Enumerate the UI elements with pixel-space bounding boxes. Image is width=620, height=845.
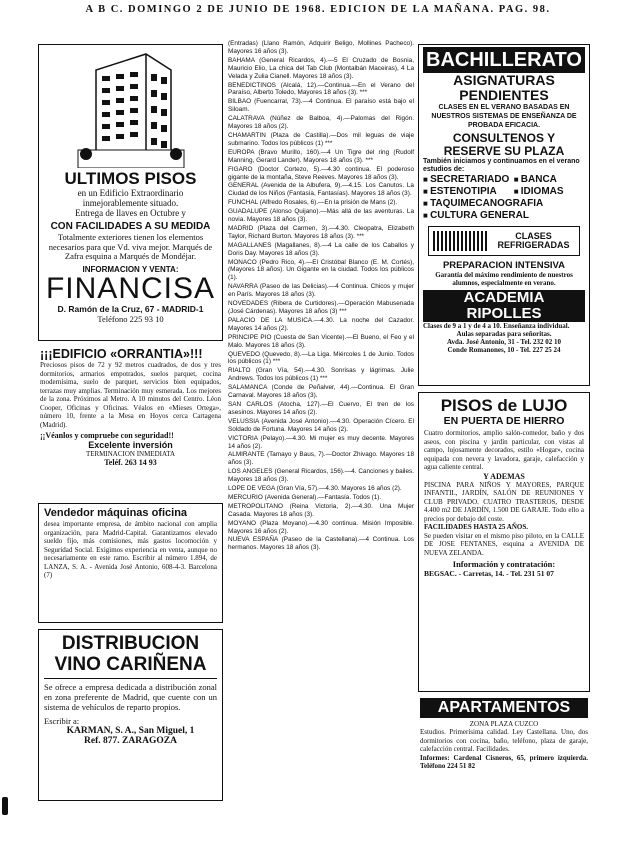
listing-entry: LOPE DE VEGA (Gran Vía, 57).—4.30. Mayores 16 años (2). <box>228 485 402 493</box>
apartamentos-body: Estudios. Primerísima calidad. Ley Castellana. Uno, dos dormitorios con cocina, baño, teléfono, plaza de garaje, calefacción central. Facilidades. <box>420 728 588 753</box>
course-secretariado: ■ SECRETARIADO <box>423 174 514 186</box>
financisa-brand: FINANCISA <box>45 271 216 305</box>
course-banca: ■ BANCA <box>514 174 585 186</box>
financisa-ad <box>38 44 223 341</box>
listing-entry: MADRID (Plaza del Carmen, 3).—4.30. Cleopatra, Elizabeth Taylor, Richard Burton. Mayores 18 años (3). *** <box>228 224 414 240</box>
listing-entry: BILBAO (Fuencarral, 73).—4 Continua. El paraíso está bajo el Siloam. <box>228 98 414 114</box>
bachillerato-body: CLASES EN EL VERANO BASADAS EN NUESTROS SISTEMAS DE ENSEÑANZA DE PROBADA EFICACIA. <box>431 104 577 129</box>
listing-entry: ALMIRANTE (Tamayo y Baus, 7).—Doctor Zhivago. Mayores 18 años (3). <box>228 451 414 467</box>
bachillerato-prep: PREPARACION INTENSIVA <box>442 260 566 271</box>
bachillerato-sub1: ASIGNATURAS <box>453 72 555 88</box>
building-illustration <box>76 50 186 168</box>
air-conditioner-illustration <box>428 226 580 256</box>
listing-entry: NAVARRA (Paseo de las Delicias).—4 Continua. Chicos y mujer en París. Mayores 18 años (3). <box>228 283 414 299</box>
bachillerato-ad <box>418 44 590 386</box>
academy-address: Avda. José Antonio, 31 - Tel. 232 02 10 <box>446 338 562 346</box>
listing-entry: FUNCHAL (Alfredo Rosales, 6).—En la prisión de Mans (2). <box>228 199 398 207</box>
pisos-ademas: Y ADEMAS <box>483 471 525 481</box>
orrantia-term: TERMINACION INMEDIATA <box>85 450 176 458</box>
listing-entry: CALATRAVA (Núñez de Balboa, 4).—Palomas del Rigón. Mayores 18 años (2). <box>228 115 414 131</box>
listing-entry: FIGARO (Doctor Cortezo, 5).—4.30 continua. El poderoso gigante de la montaña, Steve Reeves. Mayores 18 años (3). <box>228 165 414 181</box>
financisa-line1: en un Edificio Extraordinario <box>77 188 184 198</box>
page-header: A B C. DOMINGO 2 DE JUNIO DE 1968. EDICION DE LA MAÑANA. PAG. 98. <box>85 4 551 15</box>
listing-entry: GUADALUPE (Alonso Quijano).—Más allá de las aventuras. La novia. Mayores 18 años (3). <box>228 208 414 224</box>
orrantia-sub: Excelente inversión <box>88 440 173 450</box>
listing-entry: MOYANO (Plaza Moyano).—4.30 continua. Misión Imposible. Mayores 16 años (2). <box>228 519 414 535</box>
margin-mark <box>2 797 8 815</box>
pisos-extras: PISCINA PARA NIÑOS Y MAYORES, PARQUE INFANTIL, JARDÍN, SALÓN DE REUNIONES Y CLUB PRIVADO. CUATRO TRASTEROS, DESDE 4.400 m2 DE JARDÍN, 1.500 DE GARAJE. Todo ello a precios por debajo del coste. <box>424 480 584 523</box>
pisos-payment: FACILIDADES HASTA 25 AÑOS. <box>424 523 528 531</box>
financisa-body: Totalmente exteriores tienen los elementos necesarios para que Vd. viva mejor. Marqués de Zafra esquina a Marqués de Mondéjar. <box>48 232 213 261</box>
divider <box>44 678 217 679</box>
listing-entry: NUEVA ESPAÑA (Paseo de la Castellana).—4 Continua. Los hermanos. Mayores 18 años (3). <box>228 536 414 552</box>
vendedor-title: Vendedor máquinas oficina <box>44 507 188 519</box>
listing-entry: MERCURIO (Avenida General).—Fantasía. Todos (1). <box>228 493 382 501</box>
bachillerato-cta1: CONSULTENOS Y <box>452 131 556 145</box>
orrantia-body: Preciosos pisos de 72 y 92 metros cuadrados, de dos y tres dormitorios, armarios empotrados, suelos parquet, cocina modernísima, suelo de parquet, servicios bien equipados, terrazas muy amplias. Terminación muy esmerada. Los mejores de la zona. Próximos al Metro. A 10 minutos del Centro. Léon Cooper, Oficinas y Oficinas. Véalos en «Mieses Ortega», número 10, frente a la Mesa en Hoyos cerca Cartagena (Madrid). <box>40 361 221 429</box>
orrantia-phone: Teléf. 263 14 93 <box>104 458 157 467</box>
vent-grill <box>433 231 488 251</box>
listing-entry: MONACO (Pedro Rico, 4).—El Cristóbal Blanco (E. M. Cortés), (Mayores 18 años). Un Gigante en la ciudad. Todos los públicos (1). <box>228 258 414 282</box>
academy-name1: ACADEMIA <box>423 290 585 306</box>
carinena-title2: VINO CARIÑENA <box>54 654 207 675</box>
carinena-title1: DISTRIBUCION <box>61 633 200 654</box>
right-column <box>418 44 590 844</box>
financisa-info: INFORMACION Y VENTA: <box>82 264 179 274</box>
listing-entry: PALACIO DE LA MUSICA.—4.30. La noche del Cazador. Mayores 14 años (2). <box>228 316 414 332</box>
apartamentos-ad <box>418 698 590 818</box>
carinena-company: KARMAN, S. A., San Miguel, 1 <box>66 726 195 736</box>
pisos-visit: Se pueden visitar en el mismo piso piloto, en la CALLE DE JOSE FENTANES, esquina a AVENIDA DE NUEVA ZELANDA. <box>424 531 584 557</box>
academy-classes: Clases de 9 a 1 y de 4 a 10. Enseñanza individual. <box>423 322 570 330</box>
listing-entry: GENERAL (Avenida de la Albufera, 9).—4.15. Los Canutos. La Ciudad de los Niños (Fantasía, Fantasías). Mayores 18 años (3). <box>228 182 414 198</box>
listing-entry: BENEDICTINOS (Alcalá, 12).—Continua.—En el Verano del Paraíso, Alberto Toledo, Mayores 18 años (3). *** <box>228 81 414 97</box>
course-cultura: ■ CULTURA GENERAL <box>423 210 585 222</box>
bachillerato-intro: También iniciamos y continuamos en el verano estudios de: <box>423 158 580 173</box>
carinena-ad <box>38 629 223 801</box>
financisa-line3: Entrega de llaves en Octubre y <box>75 208 186 218</box>
course-idiomas: ■ IDIOMAS <box>514 186 585 198</box>
financisa-address: D. Ramón de la Cruz, 67 - MADRID-1 <box>57 303 204 314</box>
academy-name2: RIPOLLES <box>423 306 585 322</box>
vendedor-ad <box>38 503 223 623</box>
left-column <box>38 44 223 844</box>
pisos-title1: PISOS de LUJO <box>440 396 568 415</box>
financisa-phone: Teléfono 225 93 10 <box>97 313 164 324</box>
pisos-contact: BEGSAC. - Carretas, 14. - Tel. 231 51 07 <box>424 569 554 578</box>
listing-entry: METROPOLITANO (Reina Victoria, 2).—4.30. Una Mujer Casada. Mayores 18 años (3). <box>228 502 414 518</box>
bachillerato-cta2: RESERVE SU PLAZA <box>443 144 565 158</box>
listing-entry: (Entradas) (Llano Ramón, Adquirir Beligo, Mollines Pacheco). Mayores 16 años (3). <box>228 40 414 55</box>
orrantia-title: ¡¡¡EDIFICIO «ORRANTIA»!!! <box>40 347 203 361</box>
financisa-line2: inmejorablemente situado. <box>82 198 179 208</box>
orrantia-ad <box>38 347 223 497</box>
apartamentos-info: Informes: Cardenal Cisneros, 65, primero izquierda. Teléfono 224 51 82 <box>420 753 588 770</box>
listing-entry: PRINCIPE PIO (Cuesta de San Vicente).—El Bueno, el Feo y el Malo. Mayores 18 años (3). <box>228 333 414 349</box>
course-estenotipia: ■ ESTENOTIPIA <box>423 186 514 198</box>
cinema-listings <box>228 40 414 845</box>
listing-entry: QUEVEDO (Quevedo, 8).—La Liga. Miércoles 1 de Junio. Todos los públicos (1) *** <box>228 350 414 366</box>
carinena-body: Se ofrece a empresa dedicada a distribución zonal en zona preferente de Madrid, que cuente con un sistema de vehículos de reparto propios. <box>44 682 217 712</box>
listing-entry: NOVEDADES (Ribera de Curtidores).—Operación Mabusenada (José Cárdenas). Mayores 18 años (3) *** <box>228 300 414 315</box>
listing-entry: RIALTO (Gran Vía, 54).—4.30. Sonrisas y lágrimas. Julie Andrews. Todos los públicos (1) *** <box>228 367 414 383</box>
carinena-write: Escribir a: <box>44 716 80 726</box>
financisa-facilities: CON FACILIDADES A SU MEDIDA <box>50 221 211 232</box>
fridge-label: CLASES REFRIGERADAS <box>497 231 570 250</box>
listing-entry: BAHAMA (General Ricardos, 4).—5 El Cruzado de Bosnia, Mauricio Elio, La chica del Tab Club (Montalbán Maceiras), 4 La Velada y Zulia Cianell. Mayores 18 años (3). <box>228 56 414 80</box>
pisos-body: Cuatro dormitorios, amplio salón-comedor, baño y dos aseos, con piscina y jardín particular, con vistas al campo, lujosamente decorados, estilo «Hogar», cocina equipada con nevera y lavadora, garaje, calefacción y agua caliente central. <box>424 429 584 471</box>
pisos-title2: EN PUERTA DE HIERRO <box>443 415 565 427</box>
listing-entry: EUROPA (Bravo Murillo, 160).—4 Un Tigre del ring (Rudolf Manning, Gerard Lander). Mayores 18 años (3). *** <box>228 148 414 164</box>
listing-entry: VICTORIA (Pelayo).—4.30. Mi mujer es muy decente. Mayores 14 años (2). <box>228 434 414 450</box>
bachillerato-title: BACHILLERATO <box>423 47 585 73</box>
course-taquimecanografia: ■ TAQUIMECANOGRAFIA <box>423 198 585 210</box>
academy-address2: Conde Romanones, 10 - Tel. 227 25 24 <box>447 346 561 354</box>
financisa-title: ULTIMOS PISOS <box>64 169 197 188</box>
listing-entry: CHAMARTIN (Plaza de Castilla).—Dos mil leguas de viaje submarino. Todos los públicos (1) *** <box>228 131 414 147</box>
listing-entry: LOS ANGELES (General Ricardos, 156).—4. Canciones y bailes. Mayores 18 años (3). <box>228 468 414 484</box>
apartamentos-zone: ZONA PLAZA CUZCO <box>469 720 539 728</box>
listing-entry: SAN CARLOS (Atocha, 127).—El Cuervo, El tren de los asesinos. Mayores 14 años (2). <box>228 400 414 416</box>
carinena-ref: Ref. 877. ZARAGOZA <box>84 736 177 746</box>
academy-girls: Aulas separadas para señoritas. <box>456 330 552 338</box>
orrantia-cta: ¡¡Véanlos y compruebe con seguridad!! <box>40 431 174 440</box>
pisos-lujo-ad <box>418 392 590 692</box>
vendedor-body: desea importante empresa, de ámbito nacional con amplia organización, para Madrid-Capital. Garantizamos elevado sueldo fijo, más comisiones, más gastos locomoción y Seguridad Social. Exigimos experiencia en venta, aunque no necesariamente en este ramo. Escribir al número 1.894, de LANZA, S. A. - Avenida José Antonio, 608-4-3. Barcelona (7) <box>44 520 217 579</box>
listing-entry: MAGALLANES (Magallanes, 8).—4 La calle de los Caballos y Doris Day. Mayores 18 años (3). <box>228 241 414 257</box>
pisos-info: Información y contratación: <box>452 559 556 569</box>
listing-entry: SALAMANCA (Conde de Peñalver, 44).—Continua. El Gran Carnaval. Mayores 18 años (3). <box>228 384 414 400</box>
bachillerato-sub2: PENDIENTES <box>459 87 549 103</box>
apartamentos-title: APARTAMENTOS <box>420 698 588 718</box>
listing-entry: VELUSSIA (Avenida José Antonio).—4.30. Operación Cícero. El Soldado de Fortuna. Mayores 14 años (2). <box>228 417 414 433</box>
bachillerato-guarantee: Garantía del máximo rendimiento de nuestros alumnos, especialmente en verano. <box>435 271 573 287</box>
